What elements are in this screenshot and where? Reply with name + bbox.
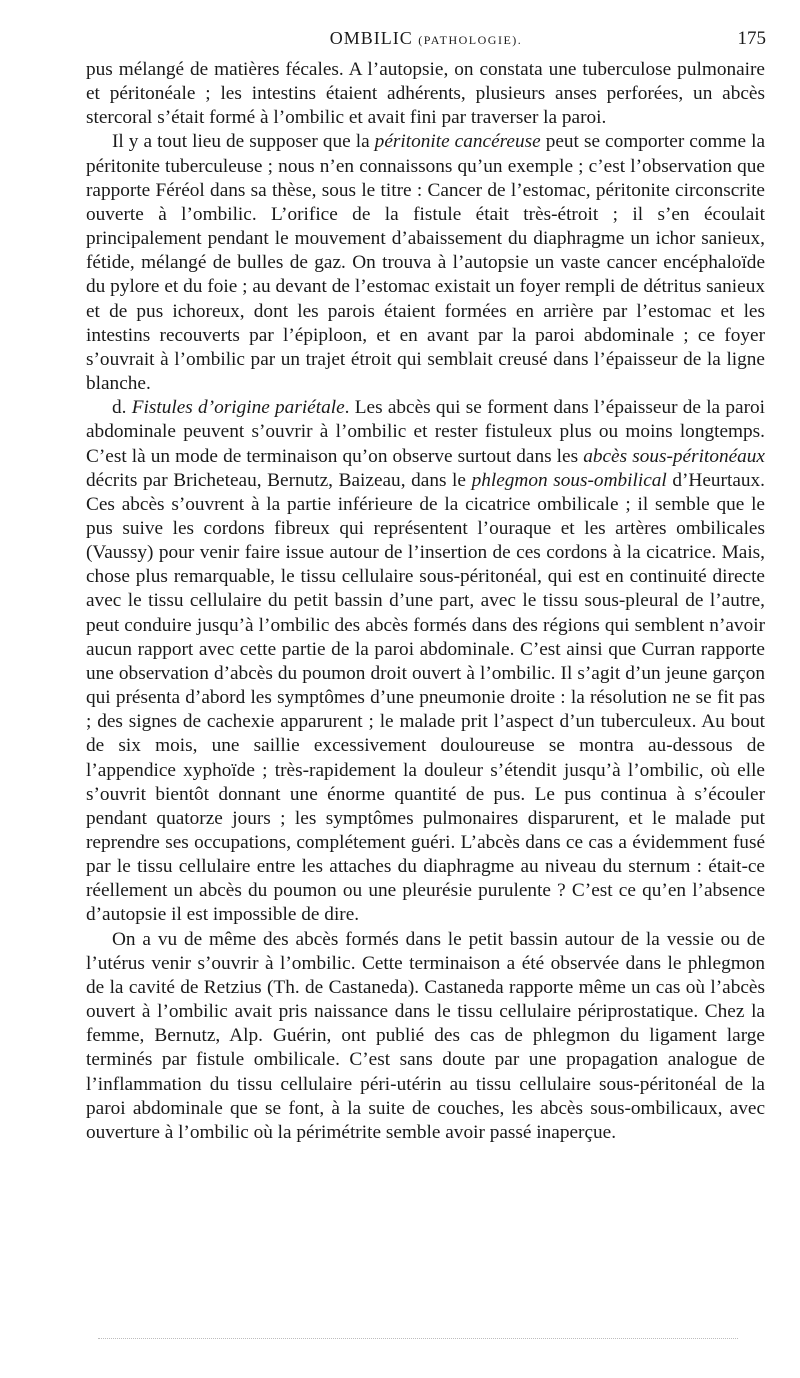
- running-title-main: OMBILIC: [329, 28, 413, 48]
- page-number: 175: [737, 28, 766, 49]
- text-run: d.: [112, 397, 132, 419]
- running-title: [86, 28, 766, 49]
- italic-phrase: Fistules d’origine pariétale: [131, 397, 345, 419]
- paragraph-1: [86, 58, 765, 130]
- running-title-sub: (PATHOLOGIE).: [418, 33, 523, 47]
- paragraph-4: [86, 928, 765, 1145]
- page-header: [86, 28, 766, 54]
- italic-phrase: péritonite cancéreuse: [374, 131, 541, 153]
- italic-phrase: phlegmon sous-ombilical: [471, 469, 667, 491]
- footer-rule: [98, 1338, 738, 1339]
- text-run: décrits par Bricheteau, Bernutz, Baizeau, dans le: [86, 469, 472, 491]
- italic-phrase: abcès sous-péritonéaux: [583, 445, 765, 467]
- text-run: . Les abcès qui se forment dans l’épaisseur de la paroi abdominale peuvent s’ouvrir à l’ombilic et rester fistuleux plus ou moins longtemps. C’est là un mode de terminaison qu’on observe surtout dans les: [86, 397, 765, 467]
- paragraph-3: [86, 396, 765, 927]
- text-run: d’Heurtaux. Ces abcès s’ouvrent à la partie inférieure de la cicatrice ombilicale ; il semble que le pus suive les cordons fibreux qui représentent l’ouraque et les artères ombilicales (Vaussy) pour venir faire issue autour de l’insertion de ces cordons à la cicatrice. Mais, chose plus remarquable, le tissu cellulaire sous-péritonéal, qui est en continuité directe avec le tissu cellulaire du petit bassin d’une part, avec le tissu sous-pleural de l’autre, peut conduire jusqu’à l’ombilic des abcès formés dans des régions qui semblent n’avoir aucun rapport avec cette partie de la paroi abdominale. C’est ainsi que Curran rapporte une observation d’abcès du poumon droit ouvert à l’ombilic. Il s’agit d’un jeune garçon qui présenta d’abord les symptômes d’une pneumonie droite : la résolution ne se fit pas ; des signes de cachexie apparurent ; le malade prit l’aspect d’un tuberculeux. Au bout de six mois, une saillie excessivement douloureuse se montra au-dessous de l’appendice xyphoïde ; très-rapidement la douleur s’étendit jusqu’à l’ombilic, où elle s’ouvrit bientôt donnant une énorme quantité de pus. Le pus continua à s’écouler pendant quatorze jours ; les symptômes pulmonaires disparurent, et le malade put reprendre ses occupations, complétement guéri. L’abcès dans ce cas a évidemment fusé par le tissu cellulaire entre les attaches du diaphragme au niveau du sternum : était-ce réellement un abcès du poumon ou une pleurésie purulente ? C’est ce qu’en l’absence d’autopsie il est impossible de dire.: [86, 469, 765, 926]
- paragraph-2: [86, 130, 765, 396]
- text-run: On a vu de même des abcès formés dans le petit bassin autour de la vessie ou de l’utérus venir s’ouvrir à l’ombilic. Cette terminaison a été observée dans le phlegmon de la cavité de Retzius (Th. de Castaneda). Castaneda rapporte même un cas où l’abcès ouvert à l’ombilic avait pris naissance dans le tissu cellulaire périprostatique. Chez la femme, Bernutz, Alp. Guérin, ont publié des cas de phlegmon du ligament large terminés par fistule ombilicale. C’est sans doute par une propagation analogue de l’inflammation du tissu cellulaire péri-utérin au tissu cellulaire sous-péritonéal de la paroi abdominale que se font, à la suite de couches, les abcès sous-ombilicaux, avec ouverture à l’ombilic où la périmétrite semble avoir passé inaperçue.: [86, 928, 765, 1143]
- text-run: peut se comporter comme la péritonite tuberculeuse ; nous n’en connaissons qu’un exemple ; c’est l’observation que rapporte Féréol dans sa thèse, sous le titre : Cancer de l’estomac, péritonite circonscrite ouverte à l’ombilic. L’orifice de la fistule était très-étroit ; il s’en écoulait principalement pendant le mouvement d’abaissement du diaphragme un ichor sanieux, fétide, mélangé de bulles de gaz. On trouva à l’autopsie un vaste cancer encéphaloïde du pylore et du foie ; au devant de l’estomac existait un foyer rempli de détritus sanieux et de pus ichoreux, dont les parois étaient formées en arrière par l’estomac et les intestins recouverts par l’épiploon, et en avant par la paroi abdominale ; ce foyer s’ouvrait à l’ombilic par un trajet étroit qui semblait creusé dans l’épaisseur de la ligne blanche.: [86, 131, 765, 395]
- body-text: [86, 58, 765, 1145]
- text-run: pus mélangé de matières fécales. A l’autopsie, on constata une tuberculose pulmonaire et péritonéale ; les intestins étaient adhérents, plusieurs anses perforées, un abcès stercoral s’était formé à l’ombilic et avait fini par traverser la paroi.: [86, 59, 765, 129]
- text-run: Il y a tout lieu de supposer que la: [112, 131, 375, 153]
